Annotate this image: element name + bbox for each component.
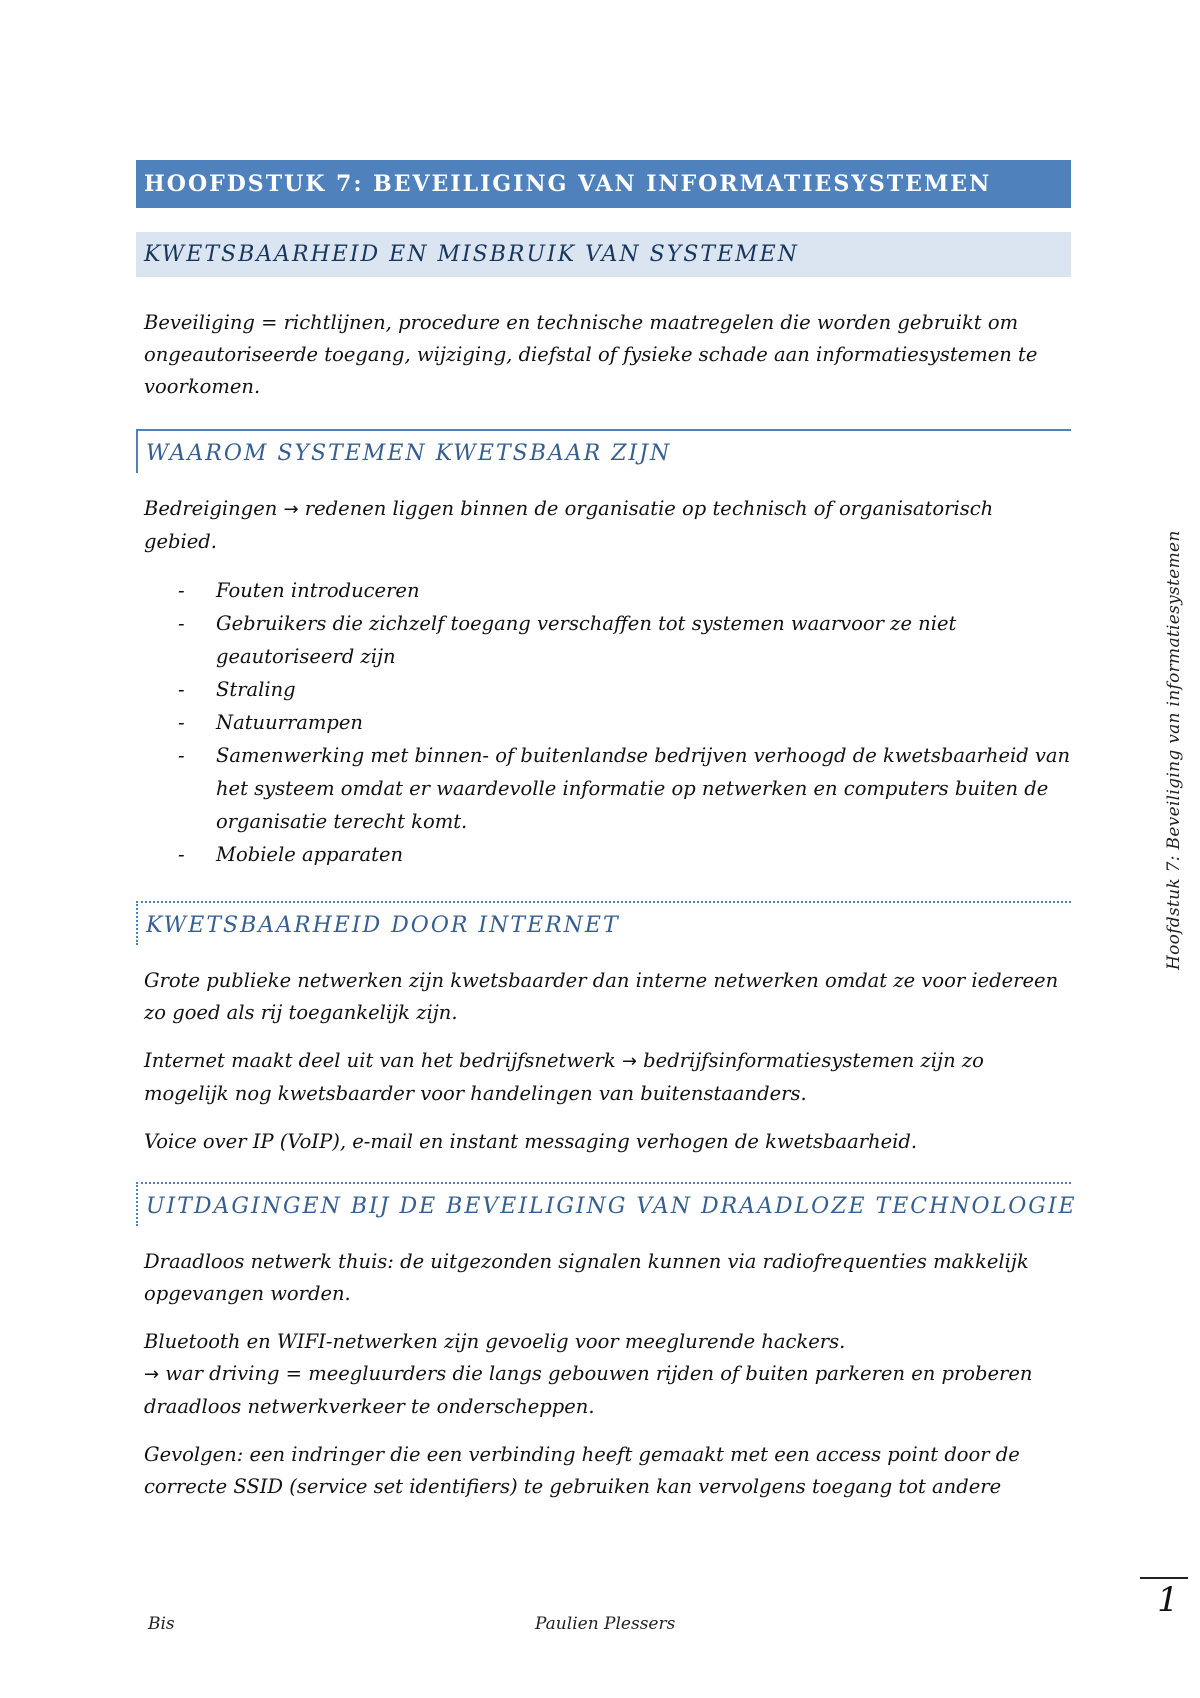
internet-paragraph-2: Internet maakt deel uit van het bedrijfsnetwerk → bedrijfsinformatiesystemen zijn zo mogelijk nog kwetsbaarder voor handelingen van buitenstaanders.	[144, 1049, 984, 1105]
threats-label: Bedreigingen	[144, 497, 284, 520]
list-item: - Natuurrampen	[178, 711, 363, 734]
list-item: - Samenwerking met binnen- of buitenlandse bedrijven verhoogd de kwetsbaarheid van het systeem omdat er waardevolle informatie op netwerken en computers buiten de organisatie terecht komt.	[178, 744, 1071, 833]
page-number-divider	[1140, 1577, 1188, 1579]
arrow-right-icon: →	[621, 1051, 637, 1072]
list-item: - Mobiele apparaten	[178, 843, 404, 866]
footer-course: Bis	[148, 1614, 175, 1634]
subheading-internet: KWETSBAARHEID DOOR INTERNET	[136, 901, 1071, 945]
wireless-paragraph-1: Draadloos netwerk thuis: de uitgezonden signalen kunnen via radiofrequenties makkelijk opgevangen worden.	[144, 1250, 1029, 1305]
threats-paragraph	[136, 493, 1071, 558]
list-item: - Gebruikers die zichzelf toegang verschaffen tot systemen waarvoor ze niet geautoriseerd zijn	[178, 612, 957, 668]
running-title: Hoofdstuk 7: Beveiliging van informatiesystemen	[1164, 530, 1184, 970]
chapter-heading: HOOFDSTUK 7: BEVEILIGING VAN INFORMATIESYSTEMEN	[136, 160, 1071, 208]
page-number: 1	[1157, 1580, 1179, 1620]
subheading-wireless: UITDAGINGEN BIJ DE BEVEILIGING VAN DRAADLOZE TECHNOLOGIE	[136, 1182, 1071, 1226]
arrow-right-icon: →	[144, 1364, 160, 1385]
threats-text: redenen liggen binnen de organisatie op technisch of organisatorisch gebied.	[144, 497, 994, 553]
wireless-paragraph-2: Bluetooth en WIFI-netwerken zijn gevoelig voor meeglurende hackers. → war driving = meegluurders die langs gebouwen rijden of buiten parkeren en proberen draadloos netwerkverkeer te onderscheppen.	[144, 1330, 1033, 1418]
list-item: - Fouten introduceren	[178, 579, 420, 602]
threats-list	[136, 574, 1071, 871]
footer-author: Paulien Plessers	[535, 1614, 676, 1634]
internet-paragraph-3: Voice over IP (VoIP), e-mail en instant messaging verhogen de kwetsbaarheid.	[144, 1130, 918, 1153]
page-content	[136, 160, 1077, 1503]
subheading-why-vulnerable: WAAROM SYSTEMEN KWETSBAAR ZIJN	[136, 429, 1071, 473]
section-heading-vulnerability: KWETSBAARHEID EN MISBRUIK VAN SYSTEMEN	[136, 232, 1071, 277]
wireless-paragraph-3: Gevolgen: een indringer die een verbinding heeft gemaakt met een access point door de correcte SSID (service set identifiers) te gebruiken kan vervolgens toegang tot andere	[144, 1443, 1020, 1498]
definition-paragraph: Beveiliging = richtlijnen, procedure en technische maatregelen die worden gebruikt om ongeautoriseerde toegang, wijziging, diefstal of fysieke schade aan informatiesystemen te voorkomen.	[144, 311, 1038, 398]
arrow-right-icon: →	[283, 499, 299, 520]
internet-paragraph-1: Grote publieke netwerken zijn kwetsbaarder dan interne netwerken omdat ze voor iedereen zo goed als rij toegankelijk zijn.	[144, 969, 1059, 1024]
list-item: - Straling	[178, 678, 296, 701]
